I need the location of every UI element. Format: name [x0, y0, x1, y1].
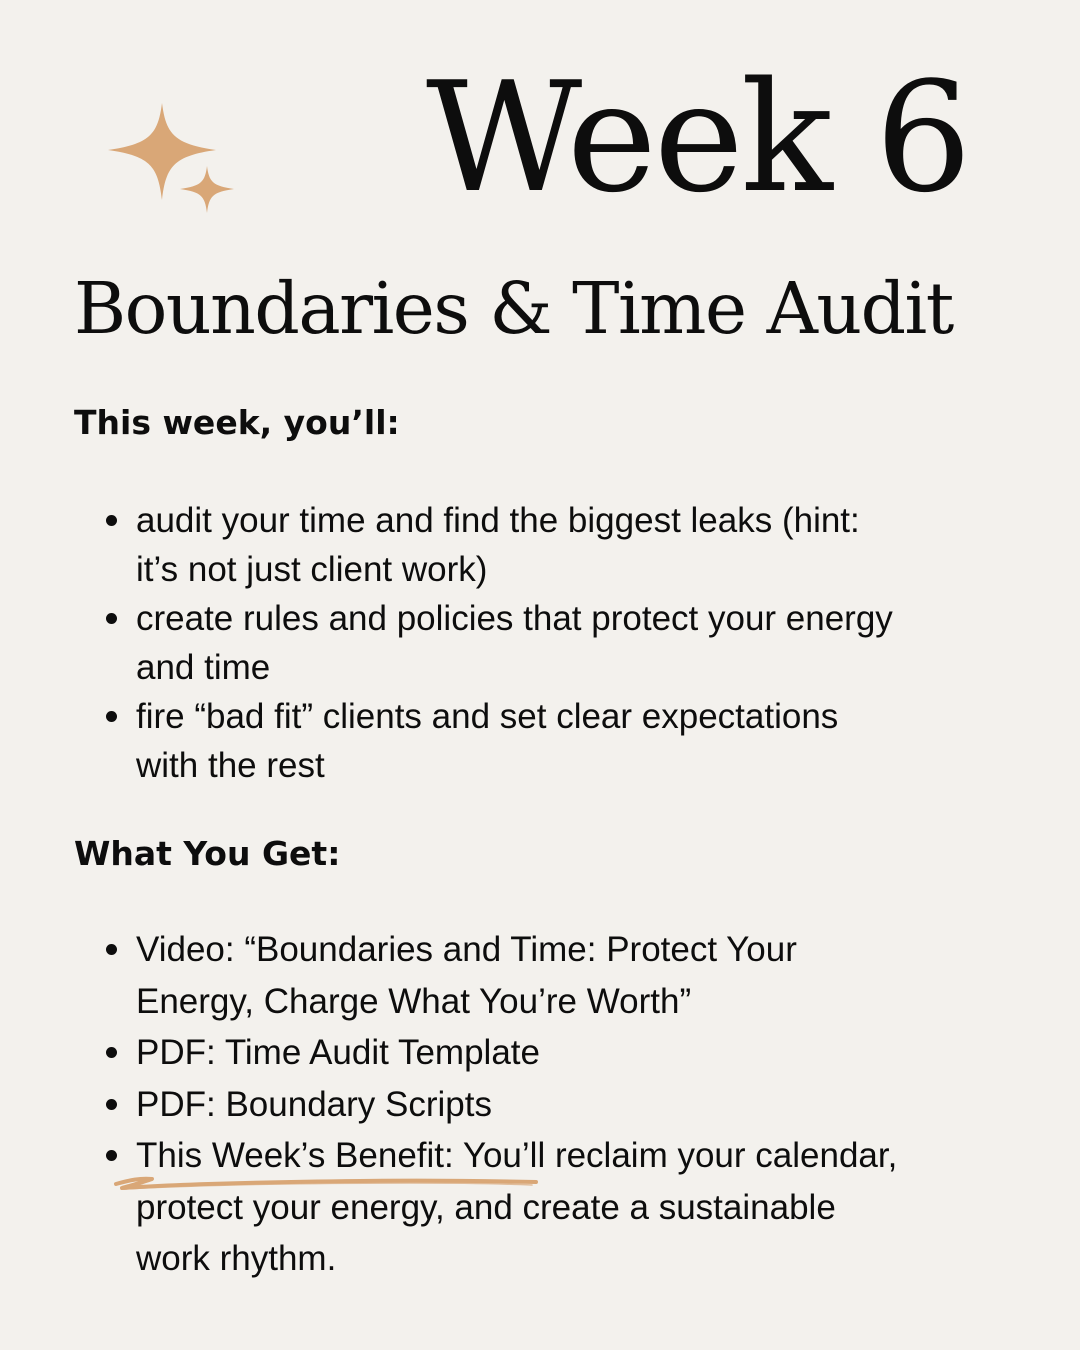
deliverables-list [106, 924, 1036, 1285]
list-item-line: Video: “Boundaries and Time: Protect Your [136, 930, 797, 969]
page-subtitle: Boundaries & Time Audit [74, 267, 953, 350]
tasks-heading: This week, you’ll: [74, 403, 400, 442]
list-item-line: with the rest [136, 746, 325, 785]
sparkle-icon [106, 100, 240, 224]
list-item-line: it’s not just client work) [136, 550, 488, 589]
list-item-line: and time [136, 648, 271, 687]
bullet-icon [106, 1099, 117, 1110]
brush-underline [110, 1172, 542, 1198]
bullet-icon [106, 944, 117, 955]
small-star-shape [180, 166, 234, 213]
page-title: Week 6 [426, 49, 969, 226]
bullet-icon [106, 515, 117, 526]
benefit-line: work rhythm. [136, 1239, 337, 1278]
list-item-line: PDF: Boundary Scripts [136, 1084, 492, 1124]
list-item [106, 594, 1036, 692]
list-item [106, 496, 1036, 594]
list-item-line: create rules and policies that protect your energy [136, 599, 893, 638]
bullet-icon [106, 711, 117, 722]
benefit-line: protect your energy, and create a sustainable [136, 1187, 836, 1227]
deliverables-heading: What You Get: [74, 834, 341, 873]
tasks-list [106, 496, 1036, 790]
list-item-pdf-boundary-scripts [106, 1079, 1036, 1131]
bullet-icon [106, 1047, 117, 1058]
list-item-line: Energy, Charge What You’re Worth” [136, 981, 692, 1021]
list-item-pdf-time-audit [106, 1027, 1036, 1079]
list-item-line: PDF: Time Audit Template [136, 1033, 540, 1072]
list-item [106, 692, 1036, 790]
list-item-video [106, 924, 1036, 1027]
list-item-line: audit your time and find the biggest leaks (hint: [136, 501, 860, 540]
benefit-line: This Week’s Benefit: You’ll reclaim your calendar, [136, 1136, 898, 1175]
bullet-icon [106, 613, 117, 624]
list-item-line: fire “bad fit” clients and set clear expectations [136, 697, 839, 736]
list-item-benefit [106, 1130, 1036, 1285]
bullet-icon [106, 1150, 117, 1161]
